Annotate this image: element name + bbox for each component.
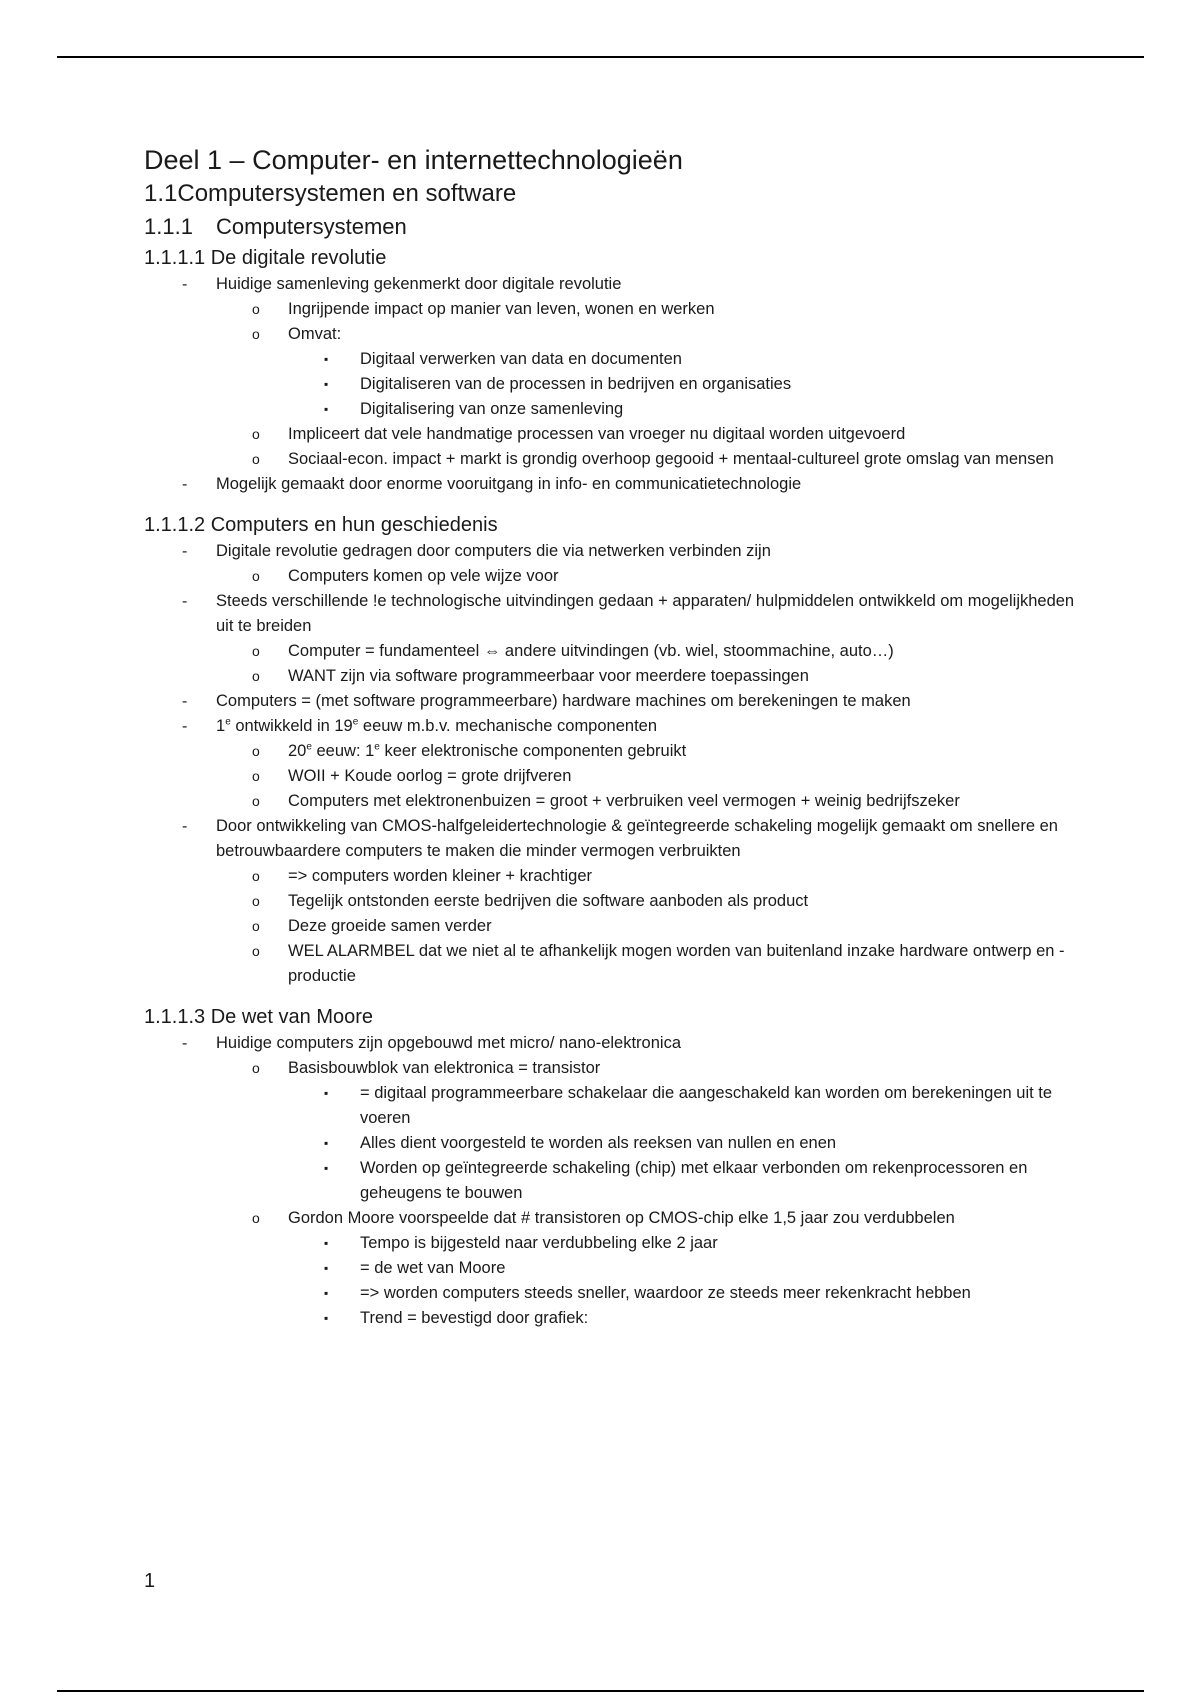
list-item: ▪ = de wet van Moore [144, 1256, 1094, 1281]
footer-rule [57, 1690, 1144, 1692]
list-item: ▪ Trend = bevestigd door grafiek: [144, 1306, 1094, 1331]
list-item: o WEL ALARMBEL dat we niet al te afhankelijk mogen worden van buitenland inzake hardware ontwerp en -productie [144, 939, 1094, 989]
circle-marker: o [252, 1060, 260, 1076]
dash-marker: - [182, 718, 188, 735]
square-marker: ▪ [324, 1286, 329, 1300]
circle-marker: o [252, 943, 260, 959]
circle-marker: o [252, 451, 260, 467]
dash-marker: - [182, 276, 188, 293]
section-number: 1.1.1 [144, 214, 193, 239]
section-heading [144, 210, 1094, 244]
circle-marker: o [252, 1210, 260, 1226]
list-item: o Ingrijpende impact op manier van leven, wonen en werken [144, 297, 1094, 322]
circle-marker: o [252, 668, 260, 684]
dash-marker: - [182, 543, 188, 560]
subsection-heading: 1.1.1.1 De digitale revolutie [144, 247, 387, 269]
list-item: - Huidige samenleving gekenmerkt door digitale revolutie [144, 272, 1094, 297]
list-item: o Deze groeide samen verder [144, 914, 1094, 939]
dash-marker: - [182, 593, 188, 610]
square-marker: ▪ [324, 1261, 329, 1275]
list-item: - Steeds verschillende !e technologische uitvindingen gedaan + apparaten/ hulpmiddelen ontwikkeld om mogelijkheden uit te breiden [144, 589, 1094, 639]
list-item: ▪ Tempo is bijgesteld naar verdubbeling elke 2 jaar [144, 1231, 1094, 1256]
list-item: - Huidige computers zijn opgebouwd met micro/ nano-elektronica [144, 1031, 1094, 1056]
list-item: o Computers komen op vele wijze voor [144, 564, 1094, 589]
list-item: o Sociaal-econ. impact + markt is grondig overhoop gegooid + mentaal-cultureel grote omslag van mensen [144, 447, 1094, 472]
square-marker: ▪ [324, 1311, 329, 1325]
list-item: ▪ Alles dient voorgesteld te worden als reeksen van nullen en enen [144, 1131, 1094, 1156]
bullet-list [144, 1031, 1094, 1331]
dash-marker: - [182, 693, 188, 710]
circle-marker: o [252, 568, 260, 584]
section-title: Computersystemen [216, 214, 407, 239]
list-item: ▪ = digitaal programmeerbare schakelaar die aangeschakeld kan worden om berekeningen uit te voeren [144, 1081, 1094, 1131]
list-item: o 20e eeuw: 1e keer elektronische componenten gebruikt [144, 739, 1094, 764]
list-item: o Tegelijk ontstonden eerste bedrijven die software aanboden als product [144, 889, 1094, 914]
dash-marker: - [182, 476, 188, 493]
list-item: - Digitale revolutie gedragen door computers die via netwerken verbinden zijn [144, 539, 1094, 564]
square-marker: ▪ [324, 1086, 329, 1100]
list-item: o Basisbouwblok van elektronica = transistor [144, 1056, 1094, 1081]
square-marker: ▪ [324, 1161, 329, 1175]
list-item: ▪ Worden op geïntegreerde schakeling (chip) met elkaar verbonden om rekenprocessoren en geheugens te bouwen [144, 1156, 1094, 1206]
square-marker: ▪ [324, 352, 329, 366]
list-item: - Door ontwikkeling van CMOS-halfgeleidertechnologie & geïntegreerde schakeling mogelijk gemaakt om snellere en betrouwbaardere computers te maken die minder vermogen verbruikten [144, 814, 1094, 864]
circle-marker: o [252, 868, 260, 884]
chapter-heading: 1.1Computersystemen en software [144, 180, 517, 207]
circle-marker: o [252, 918, 260, 934]
list-item: ▪ Digitalisering van onze samenleving [144, 397, 1094, 422]
circle-marker: o [252, 426, 260, 442]
list-item: ▪ Digitaliseren van de processen in bedrijven en organisaties [144, 372, 1094, 397]
circle-marker: o [252, 743, 260, 759]
circle-marker: o [252, 768, 260, 784]
square-marker: ▪ [324, 402, 329, 416]
square-marker: ▪ [324, 1136, 329, 1150]
list-item: ▪ Digitaal verwerken van data en documenten [144, 347, 1094, 372]
list-item: - 1e ontwikkeld in 19e eeuw m.b.v. mechanische componenten [144, 714, 1094, 739]
list-item: o WANT zijn via software programmeerbaar voor meerdere toepassingen [144, 664, 1094, 689]
circle-marker: o [252, 326, 260, 342]
bullet-list [144, 272, 1094, 497]
list-item: o Impliceert dat vele handmatige processen van vroeger nu digitaal worden uitgevoerd [144, 422, 1094, 447]
list-item: o => computers worden kleiner + krachtiger [144, 864, 1094, 889]
list-item: - Computers = (met software programmeerbare) hardware machines om berekeningen te maken [144, 689, 1094, 714]
circle-marker: o [252, 793, 260, 809]
part-title: Deel 1 – Computer- en internettechnologieën [144, 145, 683, 175]
document-body [144, 142, 1094, 1331]
circle-marker: o [252, 643, 260, 659]
page-number: 1 [144, 1570, 156, 1592]
circle-marker: o [252, 893, 260, 909]
square-marker: ▪ [324, 1236, 329, 1250]
subsection-heading: 1.1.1.2 Computers en hun geschiedenis [144, 514, 498, 536]
dash-marker: - [182, 818, 188, 835]
list-item: - Mogelijk gemaakt door enorme vooruitgang in info- en communicatietechnologie [144, 472, 1094, 497]
bullet-list [144, 539, 1094, 989]
list-item: o Omvat: [144, 322, 1094, 347]
list-item: o WOII + Koude oorlog = grote drijfveren [144, 764, 1094, 789]
circle-marker: o [252, 301, 260, 317]
header-rule [57, 56, 1144, 58]
list-item: o Computers met elektronenbuizen = groot + verbruiken veel vermogen + weinig bedrijfszeker [144, 789, 1094, 814]
list-item: o Gordon Moore voorspeelde dat # transistoren op CMOS-chip elke 1,5 jaar zou verdubbelen [144, 1206, 1094, 1231]
subsection-heading: 1.1.1.3 De wet van Moore [144, 1006, 374, 1028]
list-item: ▪ => worden computers steeds sneller, waardoor ze steeds meer rekenkracht hebben [144, 1281, 1094, 1306]
square-marker: ▪ [324, 377, 329, 391]
list-item: o Computer = fundamenteel ⇔ andere uitvindingen (vb. wiel, stoommachine, auto…) [144, 639, 1094, 664]
dash-marker: - [182, 1035, 188, 1052]
